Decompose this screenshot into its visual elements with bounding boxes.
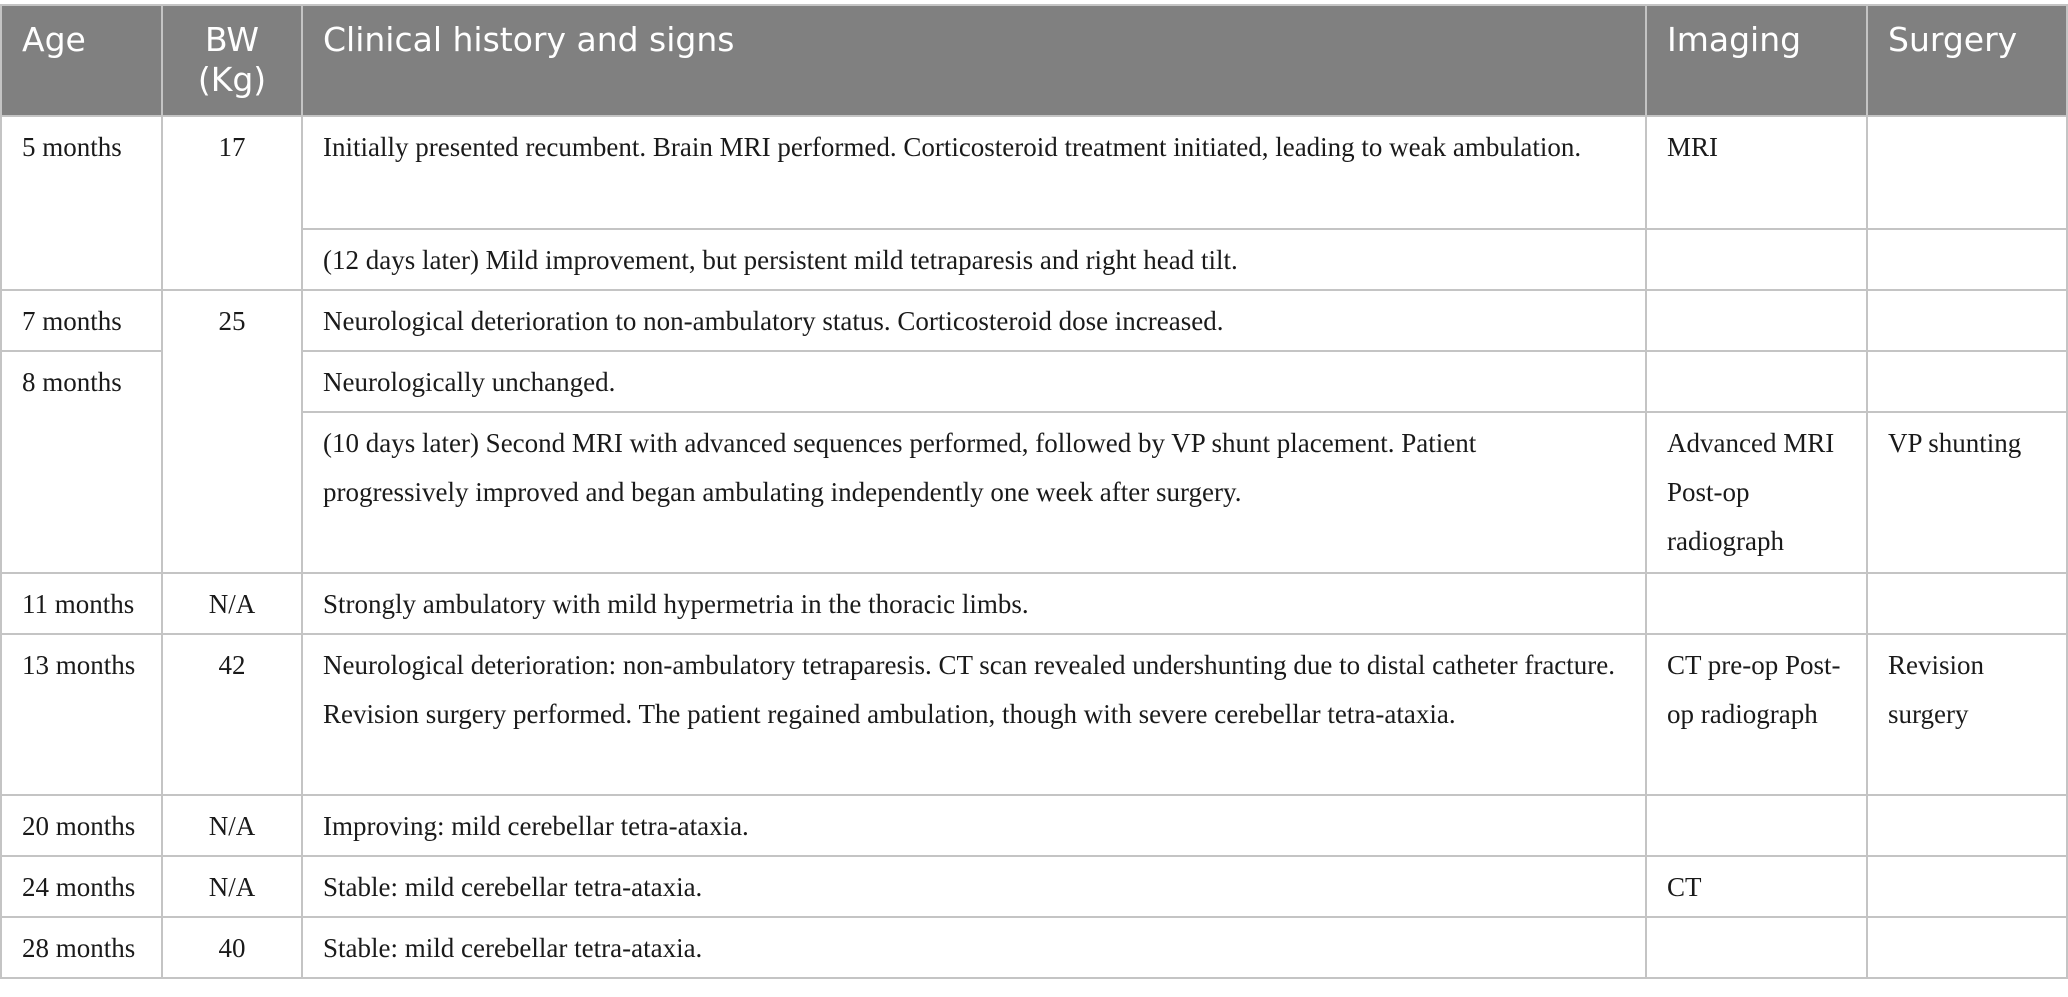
- header-bw: BW (Kg): [162, 5, 302, 116]
- clinical-cell: Strongly ambulatory with mild hypermetria in the thoracic limbs.: [302, 573, 1646, 634]
- header-age: Age: [1, 5, 162, 116]
- age-cell: 13 months: [1, 634, 162, 795]
- bw-cell: 40: [162, 917, 302, 978]
- table-row: [1, 116, 2067, 229]
- age-cell: 24 months: [1, 856, 162, 917]
- table-row: [1, 290, 2067, 351]
- clinical-cell: Initially presented recumbent. Brain MRI performed. Corticosteroid treatment initiated, leading to weak ambulation.: [302, 116, 1646, 229]
- table-row: [1, 917, 2067, 978]
- surgery-cell: Revision surgery: [1867, 634, 2067, 795]
- table-row: [1, 795, 2067, 856]
- table-row: [1, 229, 2067, 290]
- imaging-cell: [1646, 290, 1867, 351]
- clinical-cell: (12 days later) Mild improvement, but persistent mild tetraparesis and right head tilt.: [302, 229, 1646, 290]
- clinical-cell: Stable: mild cerebellar tetra-ataxia.: [302, 856, 1646, 917]
- clinical-cell: Improving: mild cerebellar tetra-ataxia.: [302, 795, 1646, 856]
- imaging-cell: MRI: [1646, 116, 1867, 229]
- surgery-cell: [1867, 917, 2067, 978]
- age-cell: 11 months: [1, 573, 162, 634]
- table-row: [1, 856, 2067, 917]
- clinical-cell: Neurological deterioration to non-ambulatory status. Corticosteroid dose increased.: [302, 290, 1646, 351]
- surgery-cell: [1867, 856, 2067, 917]
- table-row: [1, 412, 2067, 573]
- surgery-cell: VP shunting: [1867, 412, 2067, 573]
- bw-cell: N/A: [162, 856, 302, 917]
- imaging-cell: [1646, 351, 1867, 412]
- age-cell: 20 months: [1, 795, 162, 856]
- surgery-cell: [1867, 290, 2067, 351]
- bw-cell: N/A: [162, 795, 302, 856]
- bw-cell: 17: [162, 116, 302, 290]
- table-row: [1, 573, 2067, 634]
- table-row: [1, 634, 2067, 795]
- imaging-cell: [1646, 917, 1867, 978]
- header-imaging: Imaging: [1646, 5, 1867, 116]
- bw-cell: 25: [162, 290, 302, 573]
- age-cell: 28 months: [1, 917, 162, 978]
- table-row: [1, 351, 2067, 412]
- bw-cell: 42: [162, 634, 302, 795]
- age-cell: 7 months: [1, 290, 162, 351]
- age-cell: 5 months: [1, 116, 162, 290]
- imaging-cell: Advanced MRI Post-op radiograph: [1646, 412, 1867, 573]
- age-cell: 8 months: [1, 351, 162, 573]
- clinical-timeline-table: [0, 4, 2068, 979]
- clinical-cell: (10 days later) Second MRI with advanced sequences performed, followed by VP shunt placement. Patient progressively improved and began ambulating independently one week after surgery.: [302, 412, 1646, 573]
- imaging-cell: [1646, 229, 1867, 290]
- surgery-cell: [1867, 795, 2067, 856]
- surgery-cell: [1867, 116, 2067, 229]
- surgery-cell: [1867, 573, 2067, 634]
- imaging-cell: CT pre-op Post-op radiograph: [1646, 634, 1867, 795]
- surgery-cell: [1867, 351, 2067, 412]
- clinical-cell: Neurologically unchanged.: [302, 351, 1646, 412]
- imaging-cell: CT: [1646, 856, 1867, 917]
- surgery-cell: [1867, 229, 2067, 290]
- header-clinical: Clinical history and signs: [302, 5, 1646, 116]
- header-row: [1, 5, 2067, 116]
- header-surgery: Surgery: [1867, 5, 2067, 116]
- imaging-cell: [1646, 795, 1867, 856]
- bw-cell: N/A: [162, 573, 302, 634]
- imaging-cell: [1646, 573, 1867, 634]
- clinical-cell: Neurological deterioration: non-ambulatory tetraparesis. CT scan revealed undershunting due to distal catheter fracture. Revision surgery performed. The patient regained ambulation, though with severe cerebellar tetra-ataxia.: [302, 634, 1646, 795]
- clinical-cell: Stable: mild cerebellar tetra-ataxia.: [302, 917, 1646, 978]
